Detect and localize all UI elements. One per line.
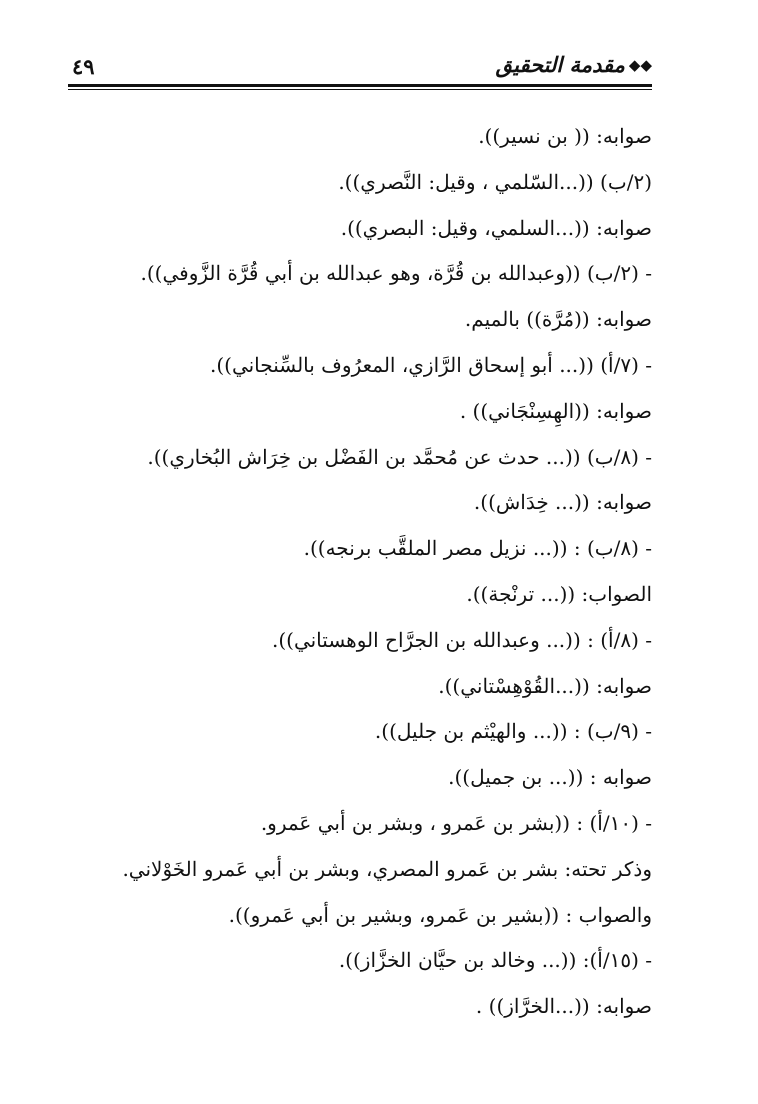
text-line: - (٩/ب) : ((... والهيْثم بن جليل)).	[374, 719, 652, 744]
running-title-text: مقدمة التحقيق	[495, 52, 625, 77]
header-rule-thin	[68, 89, 652, 90]
text-line: صوابه: (( بن نسير)).	[478, 124, 652, 148]
text-line: - (١٠/أ) : ((بشر بن عَمرو ، وبشر بن أبي عَمرو.	[260, 810, 652, 835]
text-line: - (٢/ب) ((وعبدالله بن قُرَّة، وهو عبدالله بن أبي قُرَّة الزَّوفي)).	[140, 261, 652, 286]
text-line: صوابه: ((...السلمي، وقيل: البصري)).	[340, 215, 652, 240]
text-line: صوابه: ((مُرَّة)) بالميم.	[464, 307, 652, 332]
text-line: وذكر تحته: بشر بن عَمرو المصري، وبشر بن أبي عَمرو الخَوْلاني.	[122, 856, 652, 881]
text-line: والصواب : ((بشير بن عَمرو، وبشير بن أبي عَمرو)).	[228, 902, 652, 927]
text-line: صوابه: ((... خِدَاش)).	[473, 490, 652, 515]
text-line: صوابه: ((...القُوْهِسْتاني)).	[438, 673, 652, 698]
text-line: - (٧/أ) ((... أبو إسحاق الرَّازي، المعرُوف بالسِّنجاني)).	[209, 352, 652, 377]
page-header	[68, 52, 652, 82]
text-line: صوابه: ((...الخرَّاز)) .	[475, 994, 652, 1019]
diamond-ornament-icon: ◆◆	[628, 56, 652, 74]
text-line: - (٨/ب) : ((... نزيل مصر الملقَّب برنجه)).	[303, 536, 652, 561]
text-line: - (٨/أ) : ((... وعبدالله بن الجرَّاح الوهستاني)).	[271, 627, 652, 652]
text-line: - (١٥/أ): ((... وخالد بن حيَّان الخزَّاز)).	[338, 948, 652, 973]
text-line: - (٨/ب) ((... حدث عن مُحمَّد بن الفَضْل بن خِرَاش البُخاري)).	[147, 444, 652, 469]
text-line: صوابه : ((... بن جميل)).	[448, 765, 652, 790]
text-line: (٢/ب) ((...السّلمي ، وقيل: النَّصري)).	[338, 169, 652, 194]
header-rule-thick	[68, 84, 652, 87]
running-title	[496, 52, 652, 77]
page-number: ٤٩	[72, 54, 95, 79]
text-line: صوابه: ((الهِسِنْجَاني)) .	[459, 398, 652, 423]
page-body	[100, 114, 652, 1030]
text-line: الصواب: ((... ترنْجة)).	[466, 581, 652, 606]
